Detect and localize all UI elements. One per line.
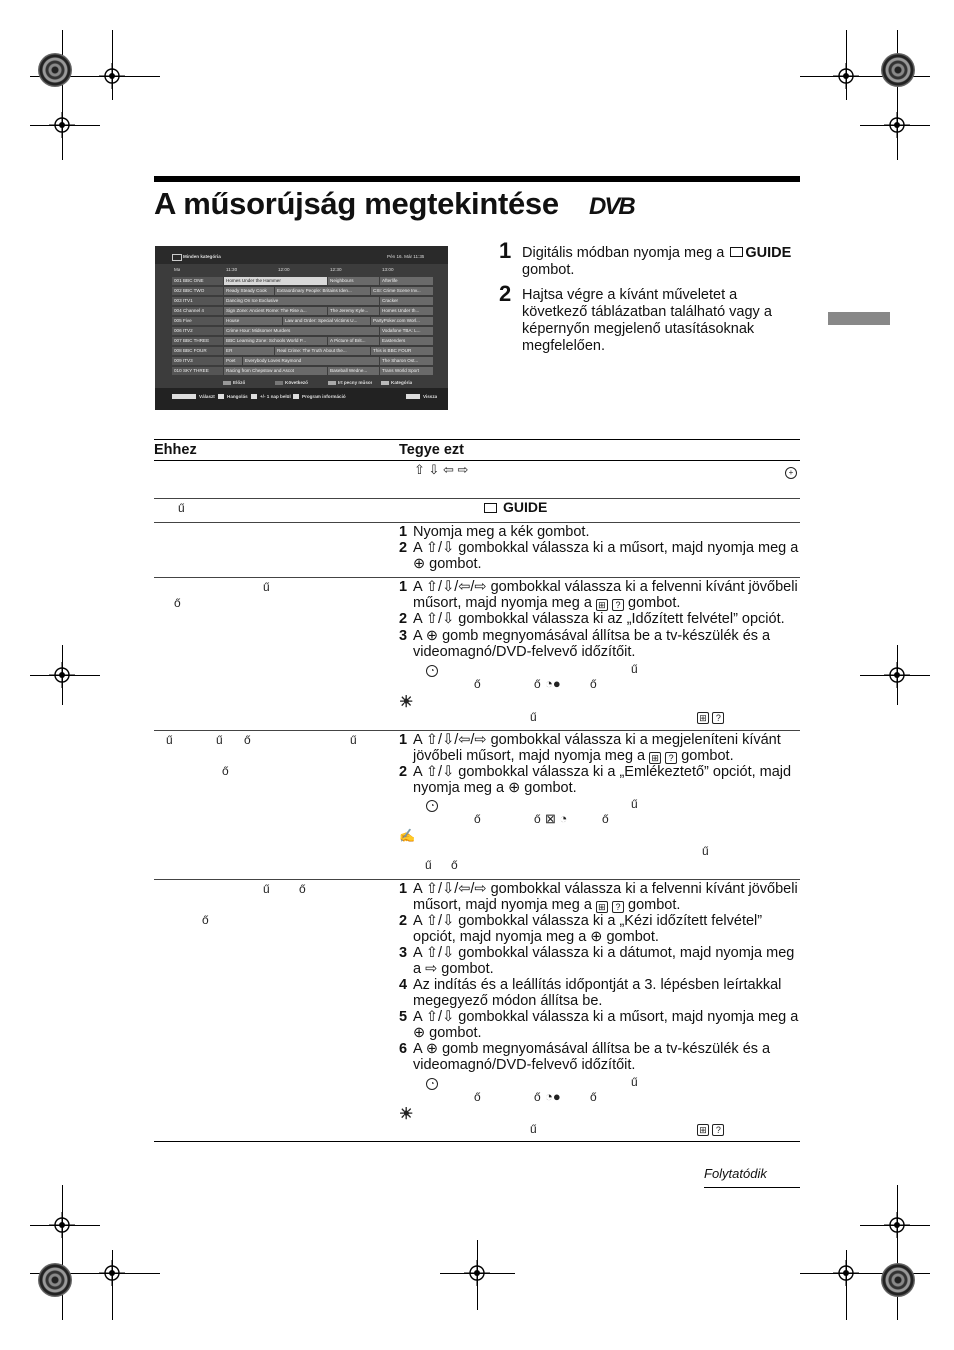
epg-footer-label: Vissza [423,394,438,399]
step-num: 1 [399,732,408,748]
epg-footer-label: Hangolás [227,394,248,399]
row-label-fragment: ő [222,764,229,778]
enter-icon: + [785,463,797,479]
epg-program[interactable]: Sign Zone: Ancient Rome: The Rise a... [224,307,327,315]
registration-icon [464,1260,490,1286]
epg-green-key [275,381,283,385]
epg-channel: 005 Five [172,317,223,325]
step-desc: Nyomja meg a kék gombot. [413,524,590,540]
crop-mark [897,30,898,160]
step-num: 4 [399,977,408,993]
text-fragment: ő [534,677,541,691]
row-label-fragment: ű [178,501,185,515]
step-desc: A ⇧/⇩ gombokkal válassza ki a műsort, majd nyomja meg a ⊕ gombot. [413,540,799,572]
epg-datetime: Pén 16. Már 11:35 [387,254,425,259]
step-num: 6 [399,1041,408,1057]
step-desc: A ⊕ gomb megnyomásával állítsa be a tv-készülék és a videomagnó/DVD-felvevő időzítőit. [413,1041,771,1073]
options-icon: ⊞ [596,599,608,611]
row-label-fragment: ő [299,882,306,896]
epg-channel: 007 BBC THREE [172,337,223,345]
table-rule [154,879,800,880]
text-fragment: ű [631,797,638,811]
epg-program[interactable]: BBC Learning Zone: Schools World P... [224,337,327,345]
arrow-buttons-icon: ⇧ ⇩ ⇦ ⇨ [414,462,469,477]
row-label-fragment: ű [216,733,223,747]
epg-channel: 004 Channel 4 [172,307,223,315]
step-desc [413,732,799,764]
epg-program[interactable]: Extraordinary People: Britains Iden... [275,287,370,295]
epg-program[interactable]: A Picture of Brit... [328,337,379,345]
step-desc [413,881,799,913]
clock-icon: ◔ [426,1074,438,1090]
step-desc [413,579,799,611]
clock-icon: ◔ [426,796,438,812]
crop-mark [897,1185,898,1320]
epg-program[interactable]: This is BBC FOUR [371,347,433,355]
text-fragment: ő [534,812,541,826]
epg-row [172,337,434,345]
epg-program[interactable]: Racing from Chepstow and Ascot [224,367,327,375]
step-number: 2 [499,281,512,306]
epg-row [172,317,434,325]
row-label-fragment: ő [174,596,181,610]
step-desc: A ⇧/⇩ gombokkal válassza ki a „Emlékeztető” opciót, majd nyomja meg a ⊕ gombot. [413,764,792,796]
info-icon: ? [665,752,677,764]
step-desc-part: gombot. [628,897,681,913]
registration-icon [99,63,125,89]
table-rule [154,460,800,461]
step-num: 1 [399,524,408,540]
continued-rule [704,1187,800,1188]
epg-program[interactable]: Law and Order: Special Victims U... [283,317,370,325]
epg-program[interactable]: Vodafone TBA: L... [380,327,433,335]
text-fragment: ő [474,1090,481,1104]
text-fragment: ű [631,662,638,676]
continued-label: Folytatódik [704,1166,767,1181]
clock-icon: ◔ [426,661,438,677]
table-rule [154,1141,800,1142]
crop-mark [62,1185,63,1320]
epg-program[interactable]: Homes Under the Hammer [224,277,327,285]
color-target-icon [38,1263,72,1297]
registration-icon [49,1212,75,1238]
options-icon: ⊞ [596,901,608,913]
epg-row [172,287,434,295]
row-label-fragment: ű [166,733,173,747]
guide-icon [730,247,743,257]
epg-program[interactable]: Baseball Wedne... [328,367,379,375]
epg-program[interactable]: House [224,317,282,325]
epg-guide-icon [172,254,182,261]
rec-timer-icon: ◔● [545,1089,561,1104]
epg-channel: 006 ITV2 [172,327,223,335]
text-fragment: ő [602,812,609,826]
step-num: 1 [399,881,408,897]
step-text-part: gombot. [522,262,575,278]
dvb-logo: DVB [589,193,634,220]
epg-footer-label: +/- 1 nap belül [260,394,291,399]
epg-row [172,327,434,335]
table-rule [154,498,800,499]
epg-blue-key [381,381,389,385]
step-num: 3 [399,945,408,961]
section-tab [828,312,890,325]
epg-key-label: Kategória [391,380,413,385]
epg-time-label: Ma [174,267,181,272]
table-rule [154,730,800,731]
info-icon: ? [612,599,624,611]
epg-program[interactable]: Afterlife [380,277,433,285]
text-fragment: ű [530,1122,537,1136]
guide-label: GUIDE [745,245,792,261]
registration-icon [833,1260,859,1286]
epg-row [172,307,434,315]
epg-program[interactable]: Eastenders [380,337,433,345]
note-icon: ✍ [399,828,416,843]
epg-program[interactable]: The Sharon Ost... [380,357,433,365]
epg-program[interactable]: Real Crime: The Truth About the... [275,347,370,355]
epg-program[interactable]: CSI: Crime Scene Inv... [371,287,433,295]
page-title: A műsorújság megtekintése [154,186,559,221]
epg-return-icon [406,394,420,399]
epg-ok-icon [218,394,224,399]
text-fragment: ű [530,710,537,724]
epg-info-icon [293,394,299,399]
step-num: 2 [399,764,408,780]
epg-footer [155,388,448,410]
epg-row [172,367,434,375]
epg-time-label: 12:00 [278,267,290,272]
epg-channel: 002 BBC TWO [172,287,223,295]
info-icon: ? [612,901,624,913]
step-desc-part: A ⇧/⇩/⇦/⇨ gombokkal válassza ki a felvenni kívánt jövőbeli műsort, majd nyomja meg a [413,579,798,611]
step-num: 1 [399,579,408,595]
options-icon: ⊞ [649,752,661,764]
options-icon: ⊞ ? [697,709,724,724]
hint-icon: ☀ [399,694,414,711]
step-text-part: Digitális módban nyomja meg a [522,245,725,261]
step-text: Hajtsa végre a kívánt műveletet a következő táblázatban található vagy a képernyőn megjelenő utasításoknak megfelelően. [522,287,772,354]
epg-program[interactable]: Crime Hour: Midsomer Murders [224,327,379,335]
epg-channel: 001 BBC ONE [172,277,223,285]
epg-channel: 010 SKY THREE [172,367,223,375]
step-desc: A ⇧/⇩ gombokkal válassza ki a műsort, majd nyomja meg a ⊕ gombot. [413,1009,799,1041]
text-fragment: ő [451,858,458,872]
epg-channel: 008 BBC FOUR [172,347,223,355]
table-rule [154,522,800,523]
registration-icon [884,112,910,138]
step-desc: A ⇧/⇩ gombokkal válassza ki a „Kézi időzített felvétel” opciót, majd nyomja meg a ⊕ gombot. [413,913,763,945]
text-fragment: ű [425,858,432,872]
text-fragment: ű [631,1075,638,1089]
epg-time-label: 13:00 [382,267,394,272]
step-number: 1 [499,238,512,263]
text-fragment: ő [590,1090,597,1104]
epg-key-label: Irt pecny műsor [338,380,373,385]
crop-mark [62,30,63,160]
epg-key-label: Következő [285,380,308,385]
epg-program[interactable]: Cracker [380,297,433,305]
table-header-col1: Ehhez [154,442,197,458]
step-desc: A ⊕ gomb megnyomásával állítsa be a tv-készülék és a videomagnó/DVD-felvevő időzítőit. [413,628,771,660]
row-label-fragment: ő [244,733,251,747]
epg-program[interactable]: Poet [224,357,242,365]
epg-footer-label: Választ [199,394,215,399]
color-target-icon [881,1263,915,1297]
step-num: 2 [399,540,408,556]
text-fragment: ű [702,844,709,858]
title-rule [154,176,800,182]
rec-timer-icon: ◔● [545,676,561,691]
text-fragment: ő [590,677,597,691]
epg-row [172,297,434,305]
epg-category: Minden kategória [183,254,221,259]
registration-icon [99,1260,125,1286]
guide-label: GUIDE [503,499,548,515]
step-num: 5 [399,1009,408,1025]
row-label-fragment: ű [350,733,357,747]
epg-program[interactable]: PartyPoker.com Worl... [371,317,433,325]
step-desc-part: A ⇧/⇩/⇦/⇨ gombokkal válassza ki a megjeleníteni kívánt jövőbeli műsort, majd nyomja meg a [413,732,781,764]
table-header-col2: Tegye ezt [399,442,465,458]
epg-row [172,357,434,365]
epg-key-label: Előző [233,380,246,385]
epg-time-label: 12:30 [330,267,342,272]
epg-row [172,347,434,355]
step-desc: A ⇧/⇩ gombokkal válassza ki a dátumot, majd nyomja meg a ⇨ gombot. [413,945,795,977]
guide-icon [484,503,497,513]
epg-footer-label: Program információ [302,394,346,399]
step-text [522,245,802,279]
text-fragment: ő [474,677,481,691]
step-num: 2 [399,611,408,627]
epg-red-key [223,381,231,385]
color-target-icon [38,53,72,87]
epg-program[interactable]: Dancing On Ice Exclusive [224,297,379,305]
epg-day-icon [251,394,257,399]
step-desc-part: gombot. [628,595,681,611]
row-label-fragment: ő [202,913,209,927]
options-icon: ⊞ ? [697,1121,724,1136]
registration-icon [833,63,859,89]
hint-icon: ☀ [399,1106,414,1123]
epg-program[interactable]: Neighbours [328,277,379,285]
epg-arrows-icon [172,394,196,399]
epg-program[interactable]: ER [224,347,274,355]
epg-time-label: 11:30 [226,267,238,272]
text-fragment: ő [534,1090,541,1104]
epg-program[interactable]: Everybody Loves Raymond [243,357,379,365]
registration-icon [49,662,75,688]
step-desc: A ⇧/⇩ gombokkal válassza ki az „Időzített felvétel” opciót. [413,611,785,627]
step-num: 2 [399,913,408,929]
epg-yellow-key [328,381,336,385]
epg-channel: 009 ITV3 [172,357,223,365]
epg-program[interactable]: Trans World Sport [380,367,433,375]
step-num: 3 [399,628,408,644]
table-rule [154,577,800,578]
color-target-icon [881,53,915,87]
epg-channel: 003 ITV1 [172,297,223,305]
step-desc-part: gombot. [681,748,734,764]
row-label-fragment: ű [263,882,270,896]
text-fragment: ő [474,812,481,826]
epg-row [172,277,434,285]
epg-program[interactable]: Ready Steady Cook [224,287,274,295]
reminder-icon: ⊠ ◔ [545,811,568,826]
registration-icon [884,662,910,688]
epg-program[interactable]: The Jeremy Kyle... [328,307,379,315]
registration-icon [49,112,75,138]
step-desc: Az indítás és a leállítás időpontját a 3. lépésben leírtakkal megegyező módon állítsa be. [413,977,782,1009]
epg-program[interactable]: Homes Under th... [380,307,433,315]
step-desc-part: A ⇧/⇩/⇦/⇨ gombokkal válassza ki a felvenni kívánt jövőbeli műsort, majd nyomja meg a [413,881,798,913]
table-rule [154,439,800,440]
epg-screenshot [155,246,448,410]
registration-icon [884,1212,910,1238]
row-label-fragment: ű [263,580,270,594]
